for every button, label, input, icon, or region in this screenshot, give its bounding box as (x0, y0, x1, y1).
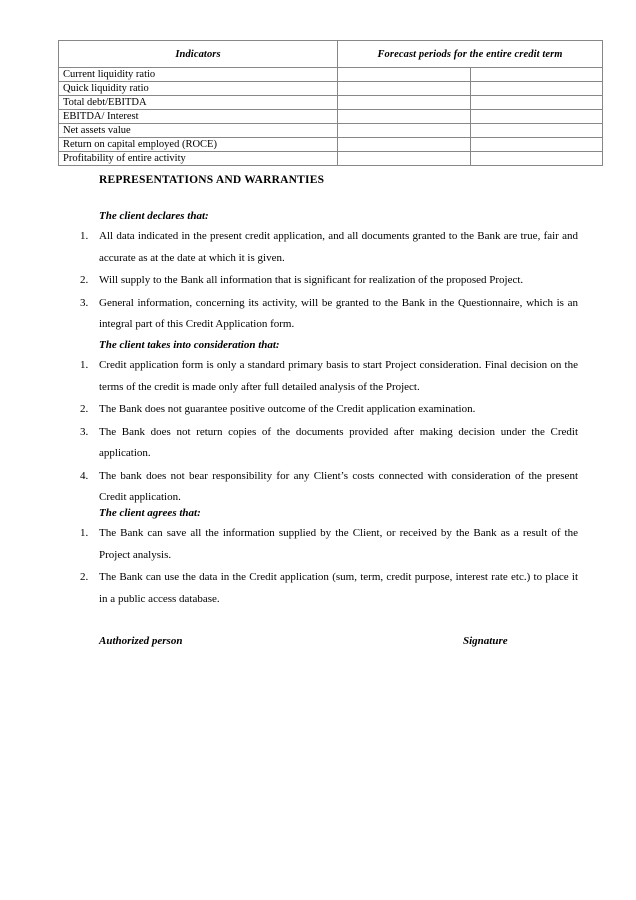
list-item (58, 355, 578, 398)
lead-in-client-declares: The client declares that: (99, 210, 209, 222)
forecast-period-1-cell[interactable] (338, 138, 471, 152)
section-heading-representations-and-warranties: REPRESENTATIONS AND WARRANTIES (99, 174, 325, 186)
table-row (59, 68, 603, 82)
indicator-label: EBITDA/ Interest (59, 110, 338, 124)
signature-label: Signature (463, 635, 508, 647)
indicator-label: Profitability of entire activity (59, 152, 338, 166)
list-item (58, 293, 578, 336)
list-item-text: Credit application form is only a standard primary basis to start Project consideration. Final decision on the terms of the credit is made only after full detailed analysis of the Project. (99, 359, 578, 393)
list-item (58, 567, 578, 610)
indicator-label: Total debt/EBITDA (59, 96, 338, 110)
list-item (58, 422, 578, 465)
forecast-period-1-cell[interactable] (338, 110, 471, 124)
table-body (59, 68, 603, 166)
list-item-number: 1. (80, 230, 89, 242)
considerations-list (58, 355, 578, 509)
list-item-text: The Bank can save all the information supplied by the Client, or received by the Bank as a result of the Project analysis. (99, 527, 578, 561)
forecast-period-1-cell[interactable] (338, 124, 471, 138)
indicator-label: Quick liquidity ratio (59, 82, 338, 96)
forecast-period-2-cell[interactable] (471, 124, 603, 138)
table-row (59, 124, 603, 138)
forecast-period-1-cell[interactable] (338, 96, 471, 110)
table-row (59, 110, 603, 124)
list-item-text: The Bank does not guarantee positive outcome of the Credit application examination. (99, 403, 476, 415)
list-item-number: 2. (80, 571, 89, 583)
list-item (58, 226, 578, 269)
forecast-period-2-cell[interactable] (471, 96, 603, 110)
list-item-number: 3. (80, 296, 89, 309)
agreements-list (58, 523, 578, 610)
signature-row (99, 635, 578, 651)
lead-in-client-agrees: The client agrees that: (99, 507, 201, 519)
table-header (59, 41, 603, 68)
list-item-number: 1. (80, 527, 89, 539)
forecast-period-2-cell[interactable] (471, 138, 603, 152)
list-item-number: 1. (80, 359, 89, 371)
forecast-period-1-cell[interactable] (338, 152, 471, 166)
forecast-period-1-cell[interactable] (338, 82, 471, 96)
list-item (58, 270, 578, 292)
forecast-period-2-cell[interactable] (471, 68, 603, 82)
list-item-text: All data indicated in the present credit application, and all documents granted to the Bank are true, fair and accurate as at the date at which it is given. (99, 230, 578, 264)
clause-block-declares (58, 210, 578, 337)
list-item-text: Will supply to the Bank all information that is significant for realization of the proposed Project. (99, 274, 524, 286)
list-item-number: 4. (80, 469, 89, 482)
forecast-period-2-cell[interactable] (471, 82, 603, 96)
list-item-text: The Bank does not return copies of the documents provided after making decision under the Credit application. (99, 425, 578, 459)
table-row (59, 82, 603, 96)
list-item-text: General information, concerning its activity, will be granted to the Bank in the Questionnaire, which is an integral part of this Credit Application form. (99, 296, 578, 330)
clause-block-considerations (58, 339, 578, 510)
list-item (58, 466, 578, 509)
declares-list (58, 226, 578, 336)
table-row (59, 138, 603, 152)
list-item-number: 2. (80, 403, 89, 415)
financial-ratios-table (58, 40, 603, 166)
list-item-number: 2. (80, 274, 89, 286)
lead-in-client-considerations: The client takes into consideration that: (99, 339, 280, 351)
clause-block-agreements (58, 507, 578, 611)
forecast-period-2-cell[interactable] (471, 152, 603, 166)
list-item-number: 3. (80, 425, 89, 438)
list-item (58, 399, 578, 421)
table-row (59, 96, 603, 110)
forecast-period-2-cell[interactable] (471, 110, 603, 124)
table-row (59, 152, 603, 166)
indicator-label: Net assets value (59, 124, 338, 138)
list-item (58, 523, 578, 566)
indicator-label: Current liquidity ratio (59, 68, 338, 82)
column-header-forecast-periods: Forecast periods for the entire credit term (338, 41, 603, 68)
authorized-person-label: Authorized person (99, 635, 183, 647)
table-header-row (59, 41, 603, 68)
column-header-indicators: Indicators (59, 41, 338, 68)
list-item-text: The Bank can use the data in the Credit application (sum, term, credit purpose, interest rate etc.) to place it in a public access database. (99, 571, 578, 605)
forecast-period-1-cell[interactable] (338, 68, 471, 82)
list-item-text: The bank does not bear responsibility for any Client’s costs connected with consideration of the present Credit application. (99, 469, 578, 503)
indicator-label: Return on capital employed (ROCE) (59, 138, 338, 152)
